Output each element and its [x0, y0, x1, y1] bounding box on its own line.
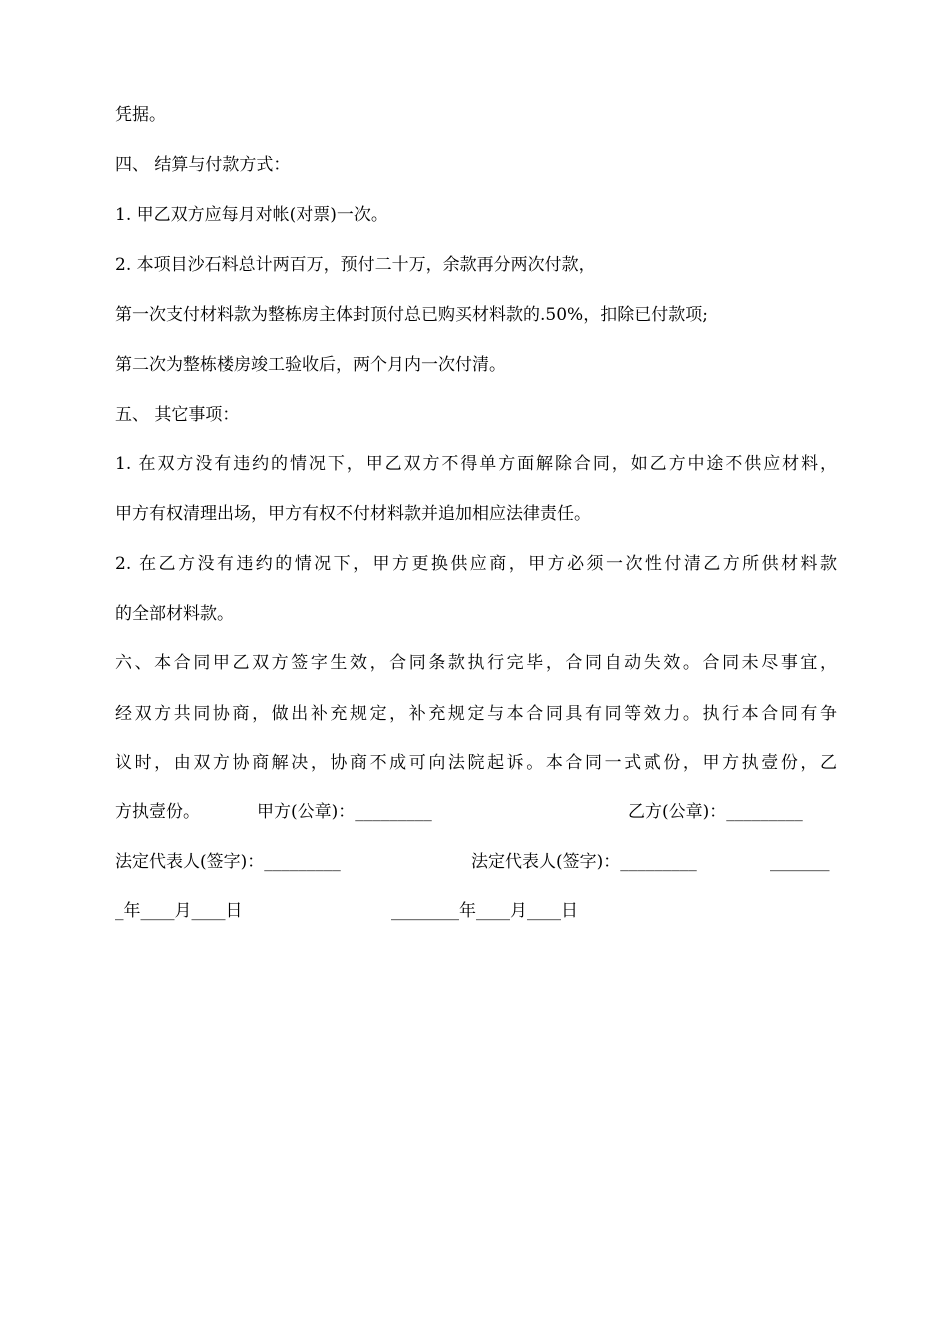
party-a-representative-field: 法定代表人(签字)：_________ [115, 852, 341, 872]
text-line: 六、本合同甲乙双方签字生效，合同条款执行完毕，合同自动失效。合同未尽事宜， [115, 653, 837, 673]
text-line: 2. 本项目沙石料总计两百万，预付二十万，余款再分两次付款， [115, 255, 596, 275]
party-a-seal-field: 甲方(公章)：_________ [257, 802, 432, 822]
text-line: 议时，由双方协商解决，协商不成可向法院起诉。本合同一式贰份，甲方执壹份，乙 [115, 753, 837, 773]
text-line: 2. 在乙方没有违约的情况下，甲方更换供应商，甲方必须一次性付清乙方所供材料款 [115, 554, 837, 574]
text-line: 1. 在双方没有违约的情况下，甲乙双方不得单方面解除合同，如乙方中途不供应材料， [115, 454, 837, 474]
text-line: 方执壹份。 [115, 802, 200, 822]
text-line: 凭据。 [115, 105, 166, 125]
text-line: 甲方有权清理出场，甲方有权不付材料款并追加相应法律责任。 [115, 504, 591, 524]
section-heading: 四、 结算与付款方式： [115, 155, 291, 175]
text-line: 第一次支付材料款为整栋房主体封顶付总已购买材料款的.50%，扣除已付款项; [115, 305, 708, 325]
party-b-representative-field: 法定代表人(签字)：_________ [471, 852, 697, 872]
text-line: 经双方共同协商，做出补充规定，补充规定与本合同具有同等效力。执行本合同有争 [115, 704, 837, 724]
text-line: 1. 甲乙双方应每月对帐(对票)一次。 [115, 205, 388, 225]
party-b-date-field: ________年____月____日 [391, 901, 578, 921]
text-line: 的全部材料款。 [115, 604, 234, 624]
section-heading: 五、 其它事项： [115, 405, 240, 425]
party-a-date-field: _年____月____日 [115, 901, 243, 921]
blank-line: _______ [770, 852, 830, 872]
party-b-seal-field: 乙方(公章)：_________ [628, 802, 803, 822]
text-line: 第二次为整栋楼房竣工验收后，两个月内一次付清。 [115, 355, 506, 375]
